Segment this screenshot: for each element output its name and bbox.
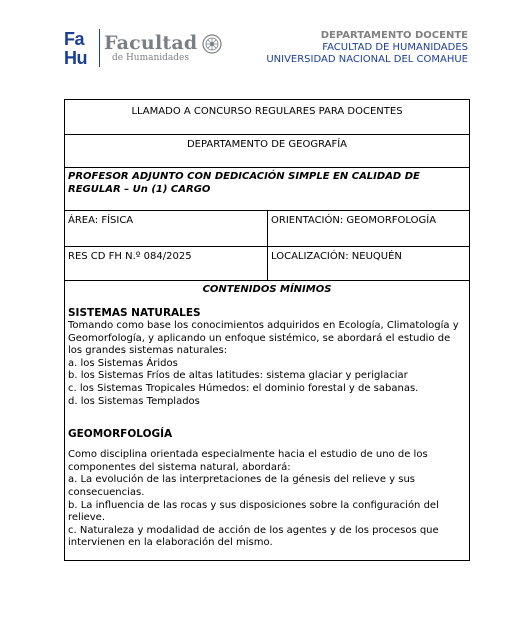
logo-mark-bottom: Hu — [64, 48, 87, 68]
llamado-row — [65, 100, 469, 135]
list-item: a. La evolución de las interpretaciones de la génesis del relieve y sus consecuencias. — [68, 474, 416, 498]
dept-facultad: FACULTAD DE HUMANIDADES — [322, 42, 468, 53]
fahu-logo-mark — [64, 28, 96, 68]
department-header — [266, 30, 468, 66]
area-row — [65, 211, 469, 247]
logo-title: Facultad — [104, 32, 198, 54]
cargo-row — [65, 168, 469, 211]
university-seal-icon — [202, 34, 222, 54]
list-item: b. los Sistemas Fríos de altas latitudes: sistema glaciar y periglaciar — [68, 370, 408, 382]
faculty-logo — [64, 28, 222, 68]
resolucion-cell: RES CD FH N.º 084/2025 — [65, 247, 268, 280]
section-intro: Como disciplina orientada especialmente hacia el estudio de uno de los componentes del sistema natural, abordará: — [68, 449, 428, 473]
localizacion-cell: LOCALIZACIÓN: NEUQUÉN — [271, 251, 402, 262]
resolucion-row — [65, 247, 469, 281]
departamento-text: DEPARTAMENTO DE GEOGRAFÍA — [186, 139, 348, 150]
dept-universidad: UNIVERSIDAD NACIONAL DEL COMAHUE — [266, 54, 468, 65]
logo-divider — [99, 29, 100, 67]
contenidos-title: CONTENIDOS MÍNIMOS — [202, 284, 332, 295]
logo-subtitle: de Humanidades — [112, 53, 190, 63]
section-title: SISTEMAS NATURALES — [68, 307, 201, 319]
orientacion-cell: ORIENTACIÓN: GEOMORFOLOGÍA — [271, 215, 437, 226]
contenidos-row — [65, 281, 469, 562]
cargo-text: PROFESOR ADJUNTO CON DEDICACIÓN SIMPLE EN CALIDAD DE REGULAR – Un (1) CARGO — [68, 171, 420, 195]
logo-mark-top: Fa — [64, 29, 85, 49]
llamado-text: LLAMADO A CONCURSO REGULARES PARA DOCENTES — [131, 106, 403, 117]
section-title: GEOMORFOLOGÍA — [68, 428, 173, 441]
logo-text — [104, 33, 197, 63]
area-cell: ÁREA: FÍSICA — [65, 211, 268, 246]
list-item: d. los Sistemas Templados — [68, 395, 200, 407]
list-item: c. Naturaleza y modalidad de acción de los agentes y de los procesos que intervienen en la elaboración del mismo. — [68, 524, 439, 549]
concurso-table — [64, 99, 470, 561]
departamento-row — [65, 135, 469, 168]
section-intro: Tomando como base los conocimientos adquiridos en Ecología, Climatología y Geomorfología, y aplicando un enfoque sistémico, se abordará el estudio de los grandes sistemas naturales: — [68, 320, 459, 357]
dept-docente: DEPARTAMENTO DOCENTE — [320, 30, 468, 41]
list-item: b. La influencia de las rocas y sus disposiciones sobre la configuración del relieve. — [68, 499, 439, 524]
list-item: c. los Sistemas Tropicales Húmedos: el dominio forestal y de sabanas. — [68, 382, 419, 394]
list-item: a. los Sistemas Áridos — [68, 357, 178, 369]
